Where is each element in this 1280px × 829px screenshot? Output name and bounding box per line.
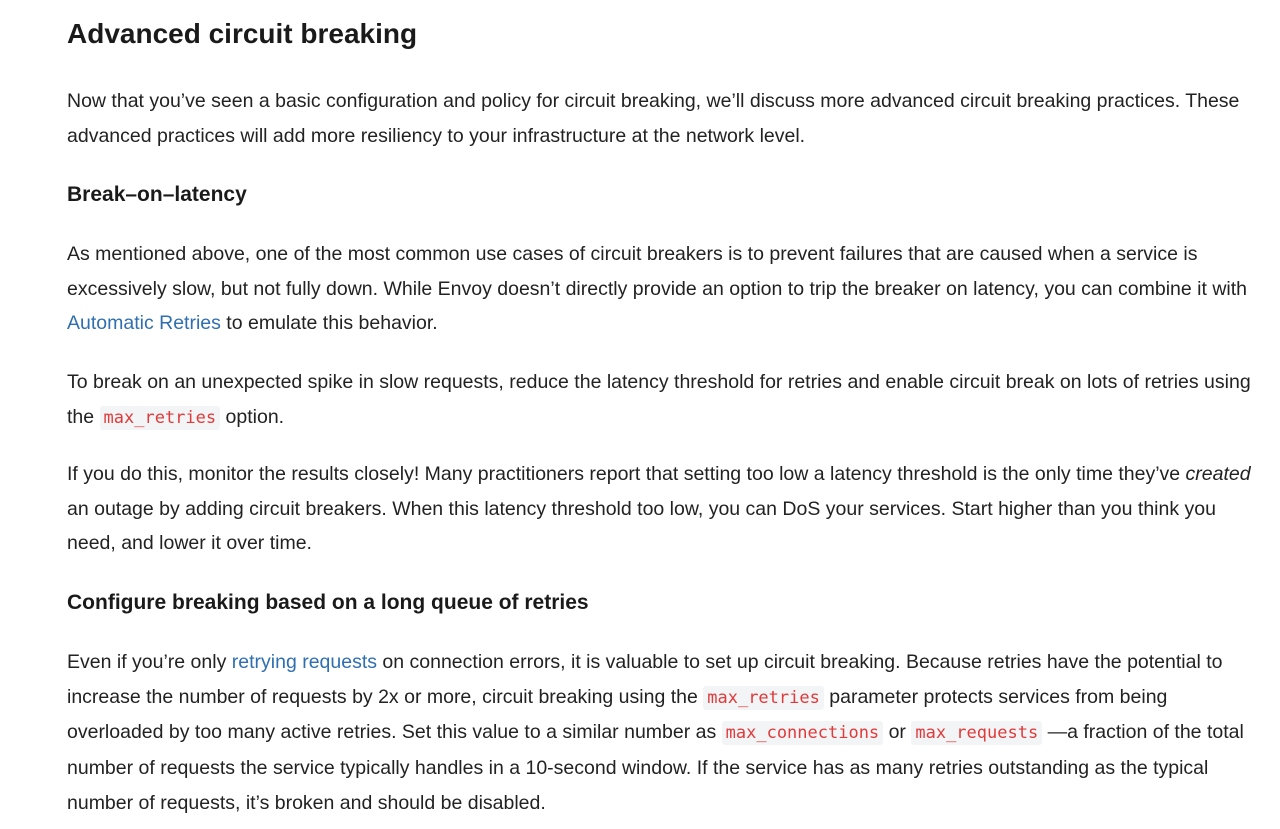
text-segment: or [883, 721, 912, 744]
retrying-requests-link[interactable]: retrying requests [231, 651, 377, 673]
latency-paragraph-1 [67, 237, 1263, 341]
text-segment: —a fraction of the total number of requests the service typically handles in a 10-second window. If the service has as many retries outstanding as the typical number of requests, it’s broken and should be disabled. [67, 721, 1244, 814]
text-segment: an outage by adding circuit breakers. When this latency threshold too low, you can DoS your services. Start higher than you think you need, and lower it over time. [67, 497, 1216, 555]
max-requests-code: max_requests [911, 721, 1042, 745]
page-title: Advanced circuit breaking [67, 18, 418, 49]
text-segment: As mentioned above, one of the most common use cases of circuit breakers is to prevent failures that are caused when a service is excessively slow, but not fully down. While Envoy doesn’t directly provide an option to trip the breaker on latency, you can combine it with [67, 243, 1247, 300]
section-heading-retries-queue: Configure breaking based on a long queue of retries [67, 591, 589, 614]
intro-paragraph [67, 84, 1263, 153]
retries-paragraph [67, 645, 1263, 821]
text-segment: Even if you’re only [67, 651, 232, 673]
max-retries-code: max_retries [100, 406, 221, 430]
automatic-retries-link[interactable]: Automatic Retries [67, 312, 221, 335]
latency-paragraph-3 [67, 457, 1263, 561]
max-retries-code: max_retries [703, 686, 824, 710]
text-segment: If you do this, monitor the results closely! Many practitioners report that setting too low a latency threshold is the only time they’ve [67, 463, 1186, 485]
text-segment: option. [220, 405, 285, 428]
text-segment: parameter protects services from being overloaded by too many active retries. Set this value to a similar number as [67, 685, 1168, 744]
text-segment: to emulate this behavior. [220, 312, 438, 335]
latency-paragraph-2 [67, 365, 1263, 435]
emphasis-created: created [1185, 463, 1251, 485]
intro-text: Now that you’ve seen a basic configuration and policy for circuit breaking, we’ll discuss more advanced circuit breaking practices. These advanced practices will add more resiliency to your infrastructure at the network level. [67, 90, 1240, 147]
text-segment: on connection errors, it is valuable to set up circuit breaking. Because retries have the potential to increase the number of requests by 2x or more, circuit breaking using the [67, 651, 1223, 708]
text-segment: To break on an unexpected spike in slow requests, reduce the latency threshold for retries and enable circuit break on lots of retries using the [67, 371, 1251, 428]
max-connections-code: max_connections [722, 721, 884, 745]
section-heading-break-on-latency: Break–on–latency [67, 183, 247, 206]
